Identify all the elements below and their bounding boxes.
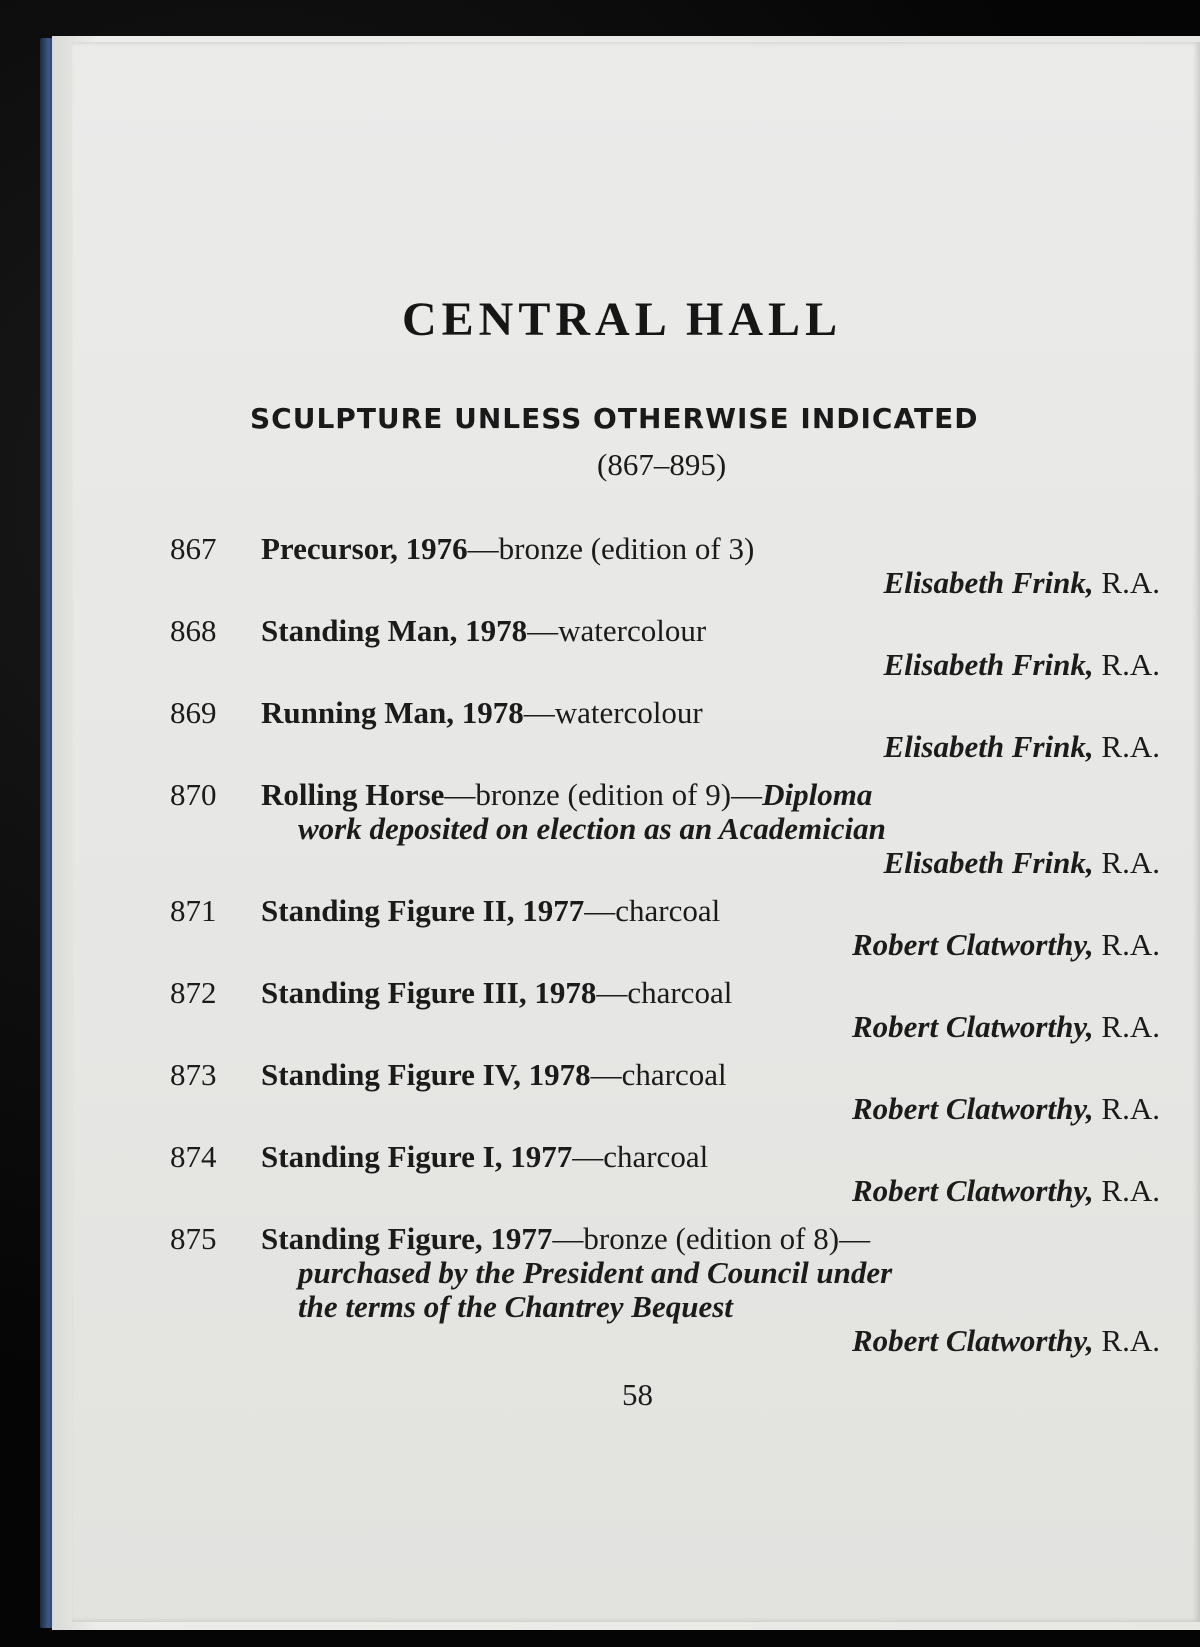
entry-medium: —bronze (edition of 8)— <box>552 1221 871 1256</box>
catalogue-page <box>72 42 1200 1622</box>
entry-medium: —watercolour <box>523 695 703 730</box>
entry-artist: Robert Clatworthy, <box>851 1091 1094 1126</box>
entry-rank: R.A. <box>1101 927 1160 962</box>
entry-title: Standing Figure I, 1977 <box>261 1139 573 1174</box>
entry-number: 870 <box>170 777 217 812</box>
entry-medium: —bronze (edition of 9)— <box>444 777 763 812</box>
entry-rank: R.A. <box>1101 565 1160 600</box>
entry-number: 875 <box>170 1221 217 1256</box>
entry-medium: —watercolour <box>527 613 707 648</box>
entry-title: Running Man, 1978 <box>261 695 524 730</box>
page-subtitle: SCULPTURE UNLESS OTHERWISE INDICATED <box>250 402 979 435</box>
catalogue-entry <box>170 778 1165 880</box>
page-title: CENTRAL HALL <box>402 293 843 346</box>
catalogue-range: (867–895) <box>597 447 727 482</box>
entry-title: Precursor, 1976 <box>261 531 468 566</box>
catalogue-entry <box>170 532 1165 600</box>
entry-title: Standing Figure III, 1978 <box>261 975 597 1010</box>
entry-rank: R.A. <box>1101 647 1160 682</box>
entry-rank: R.A. <box>1101 1173 1160 1208</box>
entry-note: the terms of the Chantrey Bequest <box>298 1289 733 1324</box>
entry-number: 868 <box>170 613 217 648</box>
entry-note-inline: Diploma <box>762 777 873 812</box>
entry-artist: Robert Clatworthy, <box>851 927 1094 962</box>
entry-rank: R.A. <box>1101 729 1160 764</box>
entry-medium: —bronze (edition of 3) <box>467 531 755 566</box>
entry-number: 869 <box>170 695 217 730</box>
entry-title: Rolling Horse <box>261 777 445 812</box>
entry-artist: Elisabeth Frink, <box>883 845 1094 880</box>
entry-medium: —charcoal <box>572 1139 709 1174</box>
page-number: 58 <box>622 1377 653 1412</box>
catalogue-entry <box>170 1058 1165 1126</box>
entry-title: Standing Figure IV, 1978 <box>261 1057 591 1092</box>
entry-number: 867 <box>170 531 217 566</box>
entry-rank: R.A. <box>1101 845 1160 880</box>
catalogue-entry <box>170 1140 1165 1208</box>
entry-title: Standing Figure, 1977 <box>261 1221 553 1256</box>
entry-artist: Elisabeth Frink, <box>883 729 1094 764</box>
entry-rank: R.A. <box>1101 1009 1160 1044</box>
catalogue-entry <box>170 894 1165 962</box>
entry-note: work deposited on election as an Academician <box>298 811 886 846</box>
catalogue-entries <box>170 532 1165 1372</box>
entry-medium: —charcoal <box>584 893 721 928</box>
entry-number: 873 <box>170 1057 217 1092</box>
entry-rank: R.A. <box>1101 1091 1160 1126</box>
entry-title: Standing Figure II, 1977 <box>261 893 585 928</box>
entry-title: Standing Man, 1978 <box>261 613 528 648</box>
entry-artist: Robert Clatworthy, <box>851 1323 1094 1358</box>
entry-artist: Elisabeth Frink, <box>883 565 1094 600</box>
entry-artist: Robert Clatworthy, <box>851 1173 1094 1208</box>
entry-artist: Robert Clatworthy, <box>851 1009 1094 1044</box>
entry-artist: Elisabeth Frink, <box>883 647 1094 682</box>
entry-number: 871 <box>170 893 217 928</box>
entry-rank: R.A. <box>1101 1323 1160 1358</box>
catalogue-entry <box>170 696 1165 764</box>
entry-number: 874 <box>170 1139 217 1174</box>
entry-note: purchased by the President and Council under <box>298 1255 893 1290</box>
catalogue-entry <box>170 976 1165 1044</box>
entry-medium: —charcoal <box>590 1057 727 1092</box>
catalogue-entry <box>170 1222 1165 1358</box>
catalogue-entry <box>170 614 1165 682</box>
entry-medium: —charcoal <box>596 975 733 1010</box>
entry-number: 872 <box>170 975 217 1010</box>
